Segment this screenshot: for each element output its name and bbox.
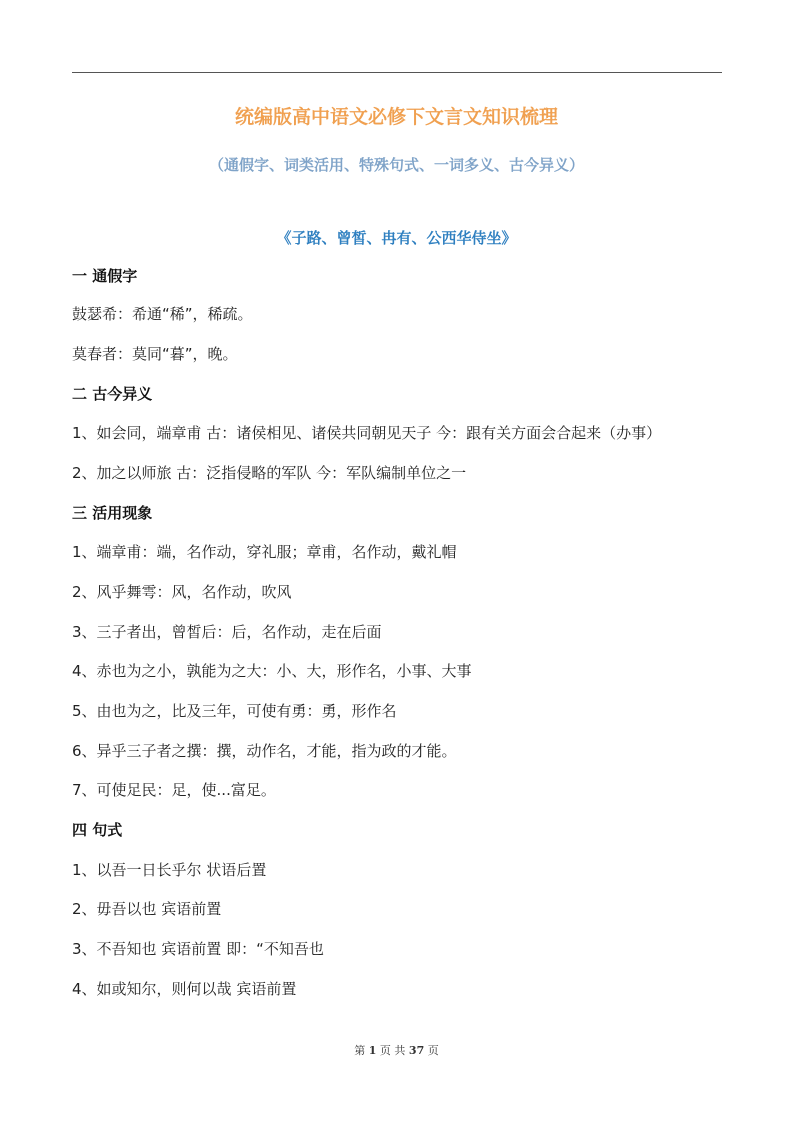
list-item: 3、不吾知也 宾语前置 即：“不知吾也 (72, 940, 324, 958)
section-heading-gujinyiyi: 二 古今异义 (72, 385, 153, 403)
list-item: 鼓瑟希：希通“稀”，稀疏。 (72, 305, 253, 323)
footer-suffix: 页 (427, 1044, 439, 1057)
list-item: 2、风乎舞雩：风，名作动，吹风 (72, 583, 292, 601)
total-pages: 37 (408, 1044, 425, 1057)
list-item: 5、由也为之，比及三年，可使有勇：勇，形作名 (72, 702, 397, 720)
section-heading-huoyong: 三 活用现象 (72, 504, 153, 522)
list-item: 4、如或知尔，则何以哉 宾语前置 (72, 980, 297, 998)
list-item: 2、毋吾以也 宾语前置 (72, 900, 222, 918)
footer-prefix: 第 (354, 1044, 366, 1057)
section-heading-tongjiazi: 一 通假字 (72, 267, 138, 285)
header-rule (72, 72, 722, 73)
list-item: 6、异乎三子者之撰：撰，动作名，才能，指为政的才能。 (72, 742, 457, 760)
list-item: 莫春者：莫同“暮”，晚。 (72, 345, 238, 363)
list-item: 3、三子者出，曾皙后：后，名作动，走在后面 (72, 623, 382, 641)
document-subtitle: （通假字、词类活用、特殊句式、一词多义、古今异义） (208, 156, 584, 174)
list-item: 1、如会同，端章甫 古：诸侯相见、诸侯共同朝见天子 今：跟有关方面会合起来（办事） (72, 424, 662, 442)
page-number: 1 (368, 1044, 377, 1057)
document-title: 统编版高中语文必修下文言文知识梳理 (234, 106, 558, 128)
list-item: 1、端章甫：端，名作动，穿礼服；章甫，名作动，戴礼帽 (72, 543, 457, 561)
lesson-title: 《子路、曾皙、冉有、公西华侍坐》 (276, 229, 517, 247)
list-item: 1、以吾一日长乎尔 状语后置 (72, 861, 267, 879)
list-item: 7、可使足民：足，使...富足。 (72, 781, 276, 799)
footer-middle: 页 共 (379, 1044, 406, 1057)
section-heading-jushi: 四 句式 (72, 821, 123, 839)
list-item: 2、加之以师旅 古：泛指侵略的军队 今：军队编制单位之一 (72, 464, 467, 482)
page-footer (0, 1042, 793, 1058)
list-item: 4、赤也为之小，孰能为之大：小、大，形作名，小事、大事 (72, 662, 472, 680)
